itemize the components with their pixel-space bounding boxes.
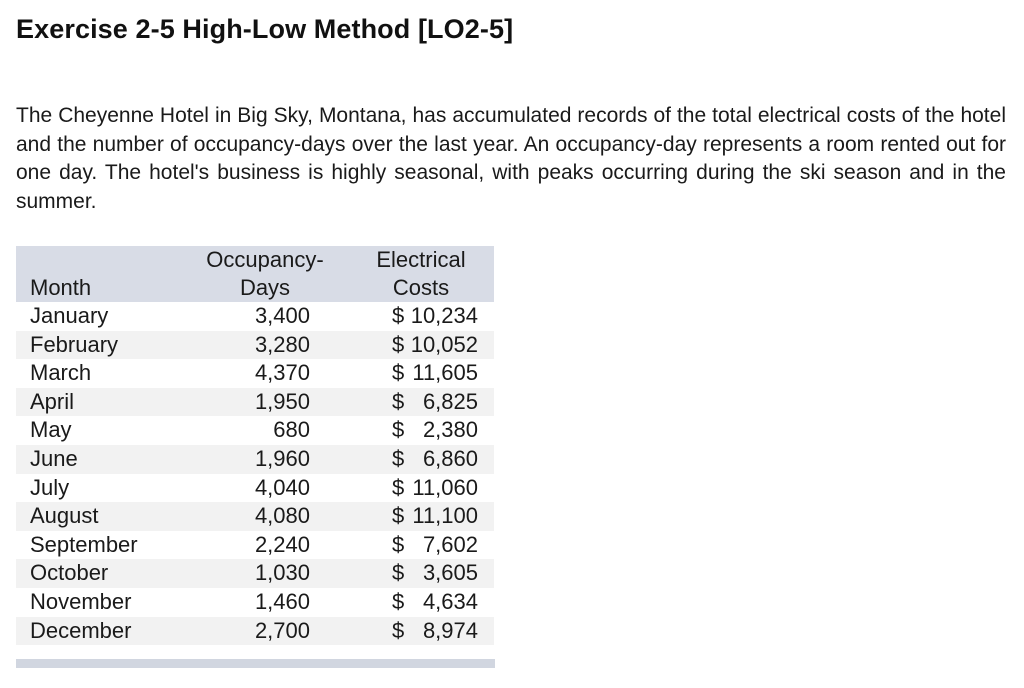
cell-month: January (30, 303, 109, 328)
cell-electrical-cost (330, 302, 494, 331)
table-row (16, 559, 494, 588)
table-row (16, 588, 494, 617)
cell-month: June (30, 445, 78, 471)
cell-month: March (30, 360, 92, 386)
table-row (16, 416, 494, 445)
currency-symbol: $ (392, 303, 405, 328)
currency-symbol: $ (392, 417, 405, 443)
header-electrical-costs (330, 246, 494, 302)
cost-amount: 6,825 (422, 388, 478, 414)
cell-occupancy-days: 3,280 (254, 331, 310, 357)
table-body (16, 302, 494, 645)
header-month (16, 246, 200, 302)
cell-electrical-cost (330, 445, 494, 474)
cell-month: September (30, 531, 138, 557)
cell-occupancy-days: 2,700 (254, 617, 310, 643)
currency-symbol: $ (392, 445, 405, 471)
header-occupancy-line1: Occupancy- (206, 247, 324, 272)
cell-electrical-cost (330, 588, 494, 617)
currency-symbol: $ (392, 531, 405, 557)
intro-paragraph: The Cheyenne Hotel in Big Sky, Montana, has accumulated records of the total electrical costs of the hotel and the number of occupancy-days over the last year. An occupancy-day represents a room rented out for one day. The hotel's business is highly seasonal, with peaks occurring during the ski season and in the summer. (16, 104, 1006, 213)
currency-symbol: $ (392, 588, 405, 614)
cell-electrical-cost (330, 617, 494, 646)
cell-electrical-cost (330, 474, 494, 503)
cell-electrical-cost (330, 502, 494, 531)
cost-amount: 3,605 (422, 560, 478, 586)
cell-electrical-cost (330, 331, 494, 360)
cell-occupancy-days: 4,370 (254, 360, 310, 386)
table-row (16, 445, 494, 474)
cost-amount: 8,974 (422, 617, 478, 643)
header-cost-line2: Costs (392, 275, 450, 300)
cell-month: April (30, 388, 75, 414)
exercise-title: Exercise 2-5 High-Low Method [LO2-5] (16, 14, 514, 44)
cost-amount: 11,100 (412, 503, 478, 529)
cell-electrical-cost (330, 559, 494, 588)
cell-occupancy-days: 1,030 (254, 560, 310, 586)
currency-symbol: $ (392, 331, 405, 357)
cell-month: November (30, 588, 132, 614)
currency-symbol: $ (392, 360, 405, 386)
cell-occupancy-days: 1,950 (254, 388, 310, 414)
currency-symbol: $ (392, 388, 405, 414)
currency-symbol: $ (392, 560, 405, 586)
cell-occupancy-days: 680 (273, 417, 310, 443)
cell-month: December (30, 617, 132, 643)
table-header-row (16, 246, 494, 302)
currency-symbol: $ (392, 503, 405, 529)
cost-amount: 10,052 (410, 331, 478, 357)
header-cost-line1: Electrical (376, 247, 466, 272)
cost-amount: 2,380 (422, 417, 478, 443)
cell-month: May (30, 417, 72, 443)
cell-occupancy-days: 3,400 (254, 303, 310, 328)
cell-electrical-cost (330, 416, 494, 445)
cost-amount: 7,602 (422, 531, 478, 557)
header-occupancy-line2: Days (239, 275, 291, 300)
cell-electrical-cost (330, 531, 494, 560)
data-table (16, 246, 494, 645)
table-row (16, 617, 494, 646)
cell-occupancy-days: 4,080 (254, 503, 310, 529)
data-table-container (16, 246, 494, 645)
header-occupancy-days (200, 246, 330, 302)
cell-month: October (30, 560, 109, 586)
currency-symbol: $ (392, 474, 405, 500)
cell-occupancy-days: 1,460 (254, 588, 310, 614)
table-row (16, 388, 494, 417)
table-row (16, 331, 494, 360)
cell-occupancy-days: 1,960 (254, 445, 310, 471)
currency-symbol: $ (392, 617, 405, 643)
cell-month: February (30, 331, 119, 357)
cell-occupancy-days: 2,240 (254, 531, 310, 557)
cell-electrical-cost (330, 359, 494, 388)
table-footer-bar (16, 659, 495, 668)
cost-amount: 4,634 (422, 588, 478, 614)
cost-amount: 10,234 (410, 303, 478, 328)
table-row (16, 502, 494, 531)
table-row (16, 302, 494, 331)
table-row (16, 531, 494, 560)
cell-month: July (30, 474, 70, 500)
cell-occupancy-days: 4,040 (254, 474, 310, 500)
table-row (16, 474, 494, 503)
table-row (16, 359, 494, 388)
cell-month: August (30, 503, 99, 529)
cell-electrical-cost (330, 388, 494, 417)
cost-amount: 11,060 (412, 474, 478, 500)
cost-amount: 11,605 (412, 360, 478, 386)
header-month-label: Month (30, 275, 92, 300)
cost-amount: 6,860 (422, 445, 478, 471)
